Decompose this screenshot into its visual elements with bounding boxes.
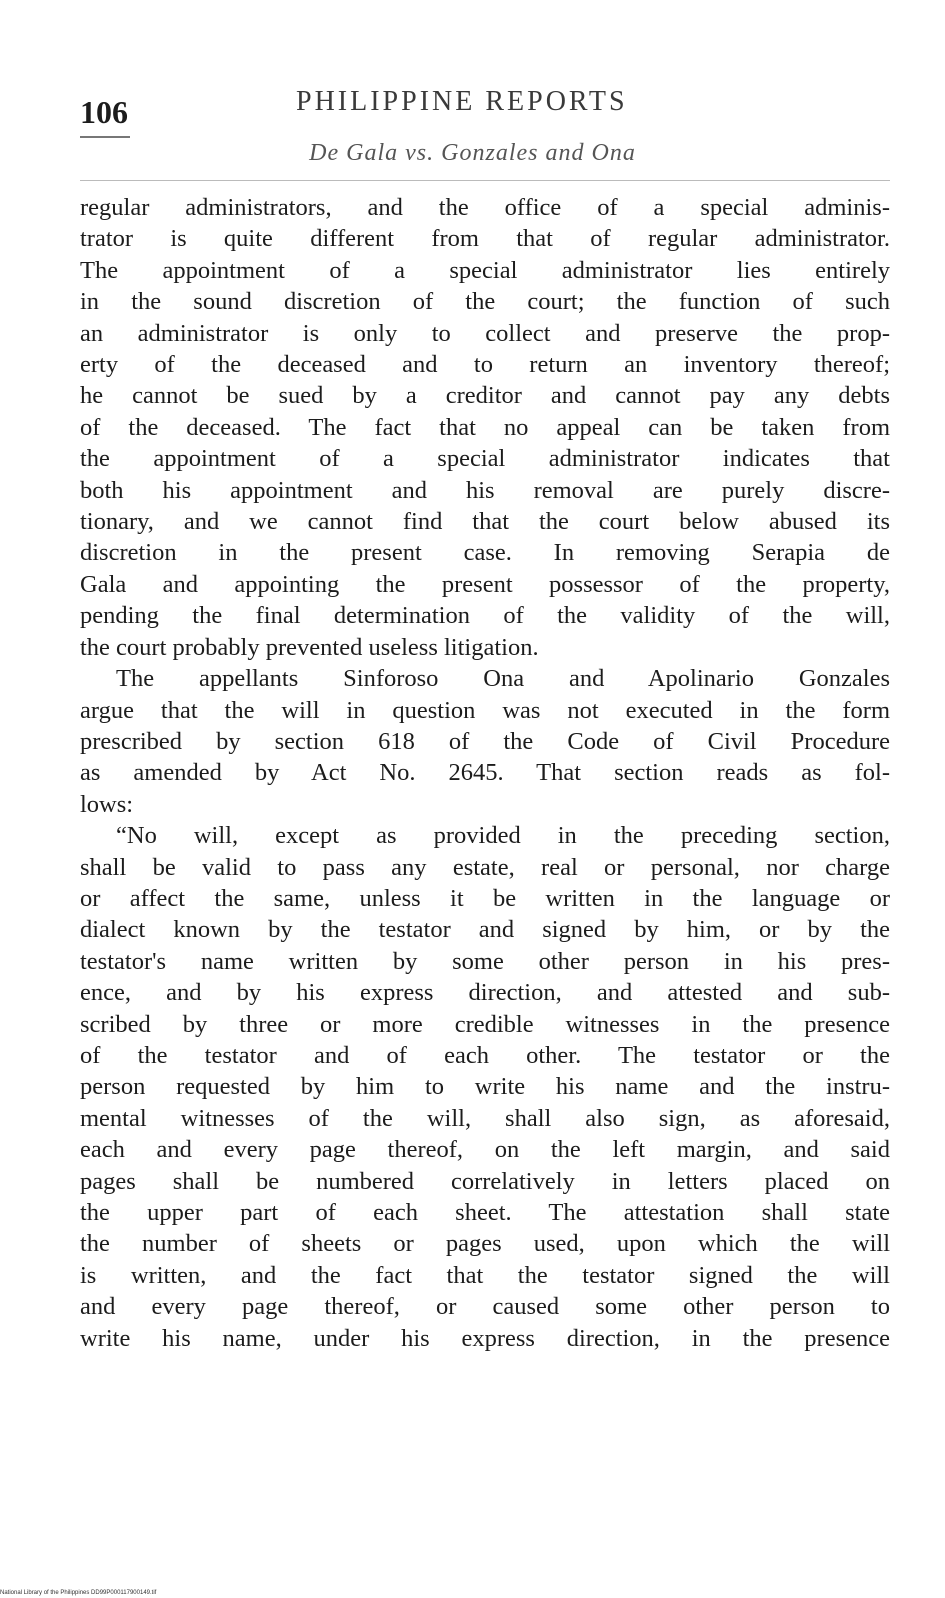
text-line: shall be valid to pass any estate, real or personal, nor charge bbox=[80, 853, 890, 881]
text-line: as amended by Act No. 2645. That section reads as fol- bbox=[80, 759, 890, 787]
text-line: The appointment of a special administrator lies entirely bbox=[80, 256, 890, 284]
text-line: testator's name written by some other person in his pres- bbox=[80, 947, 890, 975]
text-line: write his name, under his express direction, in the presence bbox=[80, 1324, 890, 1352]
text-line: person requested by him to write his name and the instru- bbox=[80, 1073, 890, 1101]
text-line: tionary, and we cannot find that the court below abused its bbox=[80, 508, 890, 536]
text-line: in the sound discretion of the court; the function of such bbox=[80, 288, 890, 316]
text-line: argue that the will in question was not executed in the form bbox=[80, 696, 890, 724]
header-rule bbox=[80, 180, 890, 181]
text-line: lows: bbox=[80, 790, 134, 818]
text-line: scribed by three or more credible witnesses in the presence bbox=[80, 1010, 890, 1038]
page-number: 106 bbox=[80, 94, 128, 130]
text-line: the number of sheets or pages used, upon which the will bbox=[80, 1230, 890, 1258]
body-text bbox=[80, 192, 890, 1354]
text-line: “No will, except as provided in the preceding section, bbox=[116, 822, 890, 850]
text-line: is written, and the fact that the testator signed the will bbox=[80, 1261, 890, 1289]
text-line: ence, and by his express direction, and attested and sub- bbox=[80, 979, 890, 1007]
text-line: the appointment of a special administrator indicates that bbox=[80, 445, 890, 473]
header-rule-short bbox=[80, 136, 130, 138]
text-line: dialect known by the testator and signed by him, or by the bbox=[80, 916, 890, 944]
paragraph-3-quote bbox=[80, 820, 890, 1354]
text-line: the court probably prevented useless litigation. bbox=[80, 633, 539, 661]
text-line: of the deceased. The fact that no appeal can be taken from bbox=[80, 413, 890, 441]
text-line: and every page thereof, or caused some other person to bbox=[80, 1293, 890, 1321]
text-line: pending the final determination of the validity of the will, bbox=[80, 602, 890, 630]
text-line: prescribed by section 618 of the Code of Civil Procedure bbox=[80, 727, 890, 755]
text-line: both his appointment and his removal are purely discre- bbox=[80, 476, 890, 504]
text-line: erty of the deceased and to return an inventory thereof; bbox=[80, 351, 890, 379]
paragraph-1 bbox=[80, 192, 890, 663]
text-line: The appellants Sinforoso Ona and Apolinario Gonzales bbox=[116, 665, 890, 693]
case-title: De Gala vs. Gonzales and Ona bbox=[309, 140, 636, 166]
text-line: regular administrators, and the office of a special adminis- bbox=[80, 194, 890, 221]
text-line: the upper part of each sheet. The attestation shall state bbox=[80, 1199, 890, 1226]
text-line: mental witnesses of the will, shall also sign, as aforesaid, bbox=[80, 1104, 890, 1132]
text-line: of the testator and of each other. The testator or the bbox=[80, 1041, 890, 1069]
text-line: he cannot be sued by a creditor and cannot pay any debts bbox=[80, 382, 890, 410]
text-line: trator is quite different from that of regular administrator. bbox=[80, 225, 890, 253]
paragraph-2 bbox=[80, 663, 890, 820]
text-line: pages shall be numbered correlatively in letters placed on bbox=[80, 1167, 890, 1195]
text-line: Gala and appointing the present possessor of the property, bbox=[80, 570, 890, 598]
text-line: discretion in the present case. In removing Serapia de bbox=[80, 539, 890, 567]
text-line: or affect the same, unless it be written in the language or bbox=[80, 884, 890, 912]
text-line: an administrator is only to collect and preserve the prop- bbox=[80, 319, 890, 347]
text-line: each and every page thereof, on the left margin, and said bbox=[80, 1136, 890, 1164]
running-title: PHILIPPINE REPORTS bbox=[296, 86, 628, 117]
source-footer: National Library of the Philippines DD99P000117900149.tif bbox=[0, 1590, 157, 1596]
